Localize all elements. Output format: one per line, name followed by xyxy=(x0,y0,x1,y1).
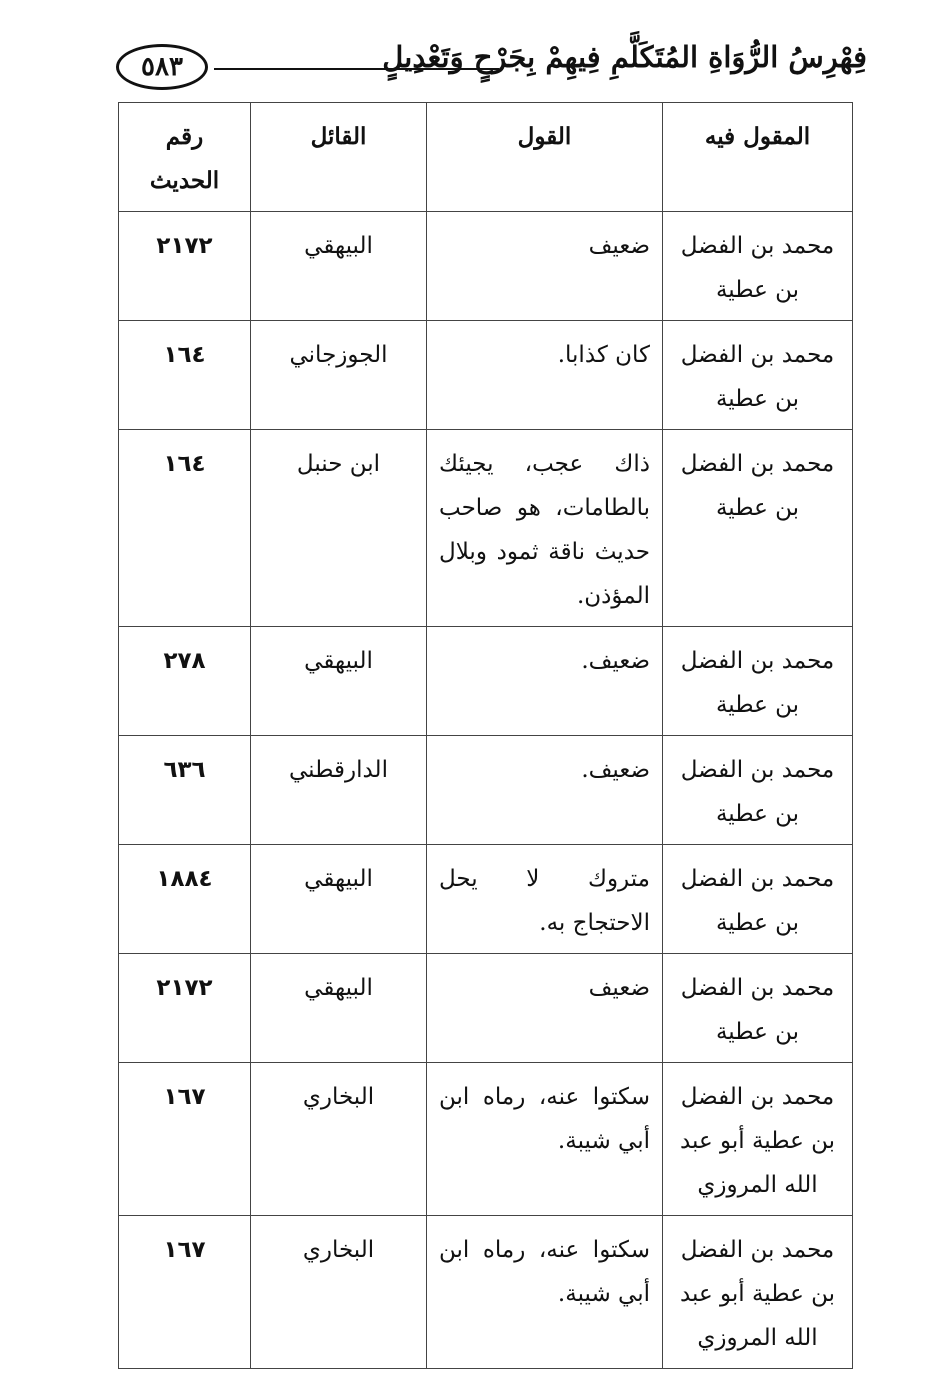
cell-hadith-number: ٦٣٦ xyxy=(119,736,251,845)
cell-speaker: الجوزجاني xyxy=(251,321,427,430)
cell-hadith-number: ٢١٧٢ xyxy=(119,954,251,1063)
table-row xyxy=(119,845,853,954)
cell-subject: محمد بن الفضل بن عطية xyxy=(663,212,853,321)
cell-saying: كان كذابا. xyxy=(427,321,663,430)
table-row xyxy=(119,954,853,1063)
column-header-speaker: القائل xyxy=(251,103,427,212)
cell-speaker: البيهقي xyxy=(251,845,427,954)
narrators-index-table xyxy=(118,102,853,1369)
table-row xyxy=(119,212,853,321)
cell-subject: محمد بن الفضل بن عطية xyxy=(663,321,853,430)
cell-hadith-number: ١٦٤ xyxy=(119,430,251,627)
cell-saying: ضعيف xyxy=(427,212,663,321)
page-header xyxy=(112,38,867,100)
page-number: ٥٨٣ xyxy=(116,44,208,90)
column-header-number: رقم الحديث xyxy=(119,103,251,212)
cell-hadith-number: ١٦٤ xyxy=(119,321,251,430)
cell-subject: محمد بن الفضل بن عطية أبو عبد الله المروزي xyxy=(663,1216,853,1369)
cell-saying: سكتوا عنه، رماه ابن أبي شيبة. xyxy=(427,1216,663,1369)
table-row xyxy=(119,627,853,736)
cell-speaker: الدارقطني xyxy=(251,736,427,845)
column-header-subject: المقول فيه xyxy=(663,103,853,212)
cell-subject: محمد بن الفضل بن عطية xyxy=(663,736,853,845)
cell-hadith-number: ٢١٧٢ xyxy=(119,212,251,321)
table-row xyxy=(119,1216,853,1369)
cell-speaker: البيهقي xyxy=(251,627,427,736)
table-header-row xyxy=(119,103,853,212)
cell-saying: سكتوا عنه، رماه ابن أبي شيبة. xyxy=(427,1063,663,1216)
cell-saying: ضعيف. xyxy=(427,736,663,845)
page-title: فِهْرِسُ الرُّوَاةِ المُتَكَلَّمِ فِيهِمْ بِجَرْحٍ وَتَعْدِيلٍ xyxy=(382,40,867,74)
cell-subject: محمد بن الفضل بن عطية xyxy=(663,430,853,627)
cell-speaker: البخاري xyxy=(251,1063,427,1216)
cell-saying: متروك لا يحل الاحتجاج به. xyxy=(427,845,663,954)
cell-speaker: البخاري xyxy=(251,1216,427,1369)
column-header-saying: القول xyxy=(427,103,663,212)
cell-saying: ذاك عجب، يجيئك بالطامات، هو صاحب حديث ناقة ثمود وبلال المؤذن. xyxy=(427,430,663,627)
cell-subject: محمد بن الفضل بن عطية أبو عبد الله المروزي xyxy=(663,1063,853,1216)
cell-hadith-number: ٢٧٨ xyxy=(119,627,251,736)
cell-speaker: البيهقي xyxy=(251,212,427,321)
cell-speaker: ابن حنبل xyxy=(251,430,427,627)
cell-hadith-number: ١٦٧ xyxy=(119,1063,251,1216)
cell-subject: محمد بن الفضل بن عطية xyxy=(663,627,853,736)
table-row xyxy=(119,736,853,845)
cell-hadith-number: ١٦٧ xyxy=(119,1216,251,1369)
cell-saying: ضعيف xyxy=(427,954,663,1063)
cell-subject: محمد بن الفضل بن عطية xyxy=(663,845,853,954)
cell-saying: ضعيف. xyxy=(427,627,663,736)
table-row xyxy=(119,1063,853,1216)
cell-speaker: البيهقي xyxy=(251,954,427,1063)
table-row xyxy=(119,321,853,430)
cell-hadith-number: ١٨٨٤ xyxy=(119,845,251,954)
table-row xyxy=(119,430,853,627)
cell-subject: محمد بن الفضل بن عطية xyxy=(663,954,853,1063)
